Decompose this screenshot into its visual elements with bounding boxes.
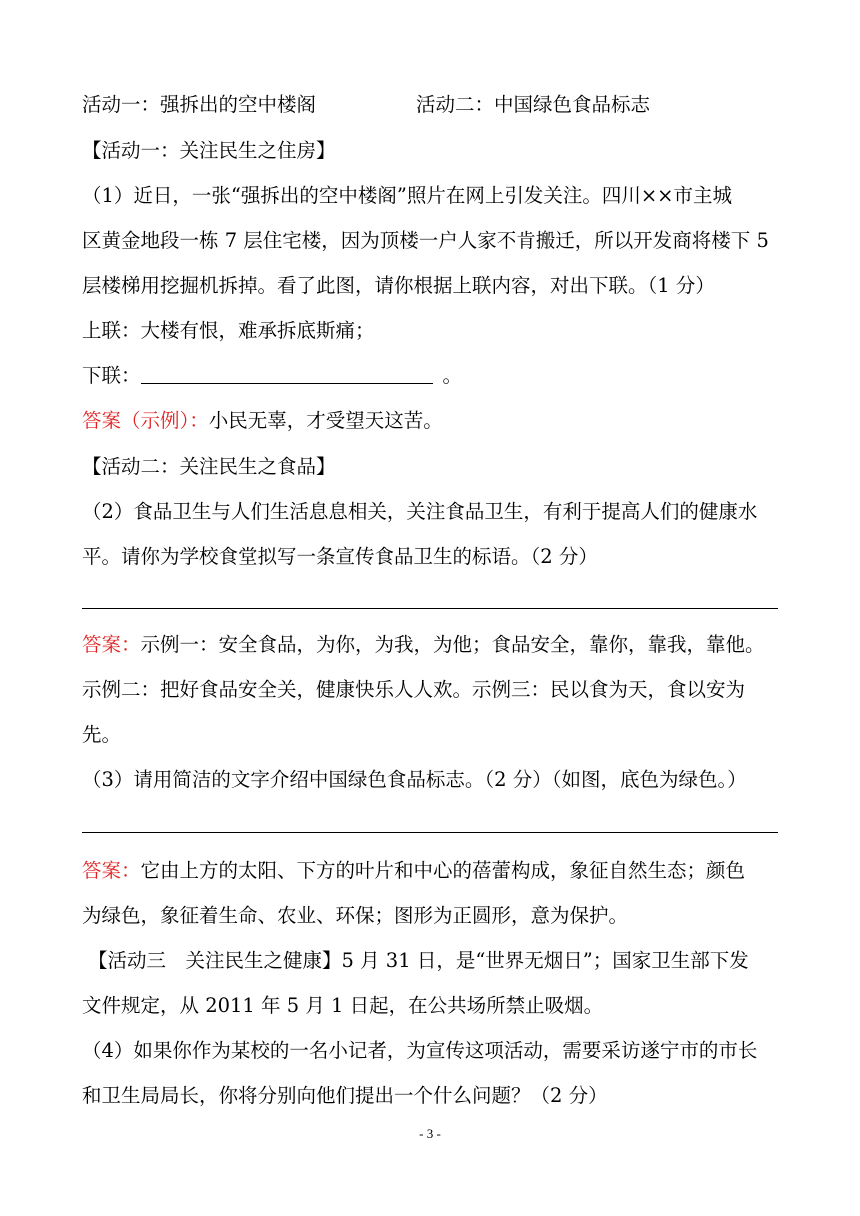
section3-line-1: 【活动三 关注民生之健康】5 月 31 日，是“世界无烟日”；国家卫生部下发 bbox=[88, 949, 749, 972]
page-number: - 3 - bbox=[419, 1126, 441, 1141]
upper-couplet: 上联：大楼有恨，难承拆底斯痛； bbox=[82, 319, 375, 342]
q1-line-2: 区黄金地段一栋 7 层住宅楼，因为顶楼一户人家不肯搬迁，所以开发商将楼下 5 bbox=[82, 229, 769, 252]
answer2-line-1: 示例一：安全食品，为你，为我，为他；食品安全，靠你，靠我，靠他。 bbox=[140, 633, 765, 656]
answer-rule-2 bbox=[82, 832, 778, 833]
answer2-row-1 bbox=[82, 630, 782, 660]
answer3-line-1: 它由上方的太阳、下方的叶片和中心的蓓蕾构成，象征自然生态；颜色 bbox=[140, 859, 746, 882]
answer3-line-2: 为绿色，象征着生命、农业、环保；图形为正圆形，意为保护。 bbox=[82, 904, 629, 927]
q1-line-3: 层楼梯用挖掘机拆掉。看了此图，请你根据上联内容，对出下联。（1 分） bbox=[82, 274, 715, 297]
q3-line: （3）请用简洁的文字介绍中国绿色食品标志。（2 分）（如图，底色为绿色。） bbox=[82, 768, 747, 791]
section3-line-2: 文件规定，从 2011 年 5 月 1 日起，在公共场所禁止吸烟。 bbox=[82, 994, 604, 1017]
q2-line-2: 平。请你为学校食堂拟写一条宣传食品卫生的标语。（2 分） bbox=[82, 545, 598, 568]
answer3-label: 答案： bbox=[82, 859, 141, 882]
answer2-label: 答案： bbox=[82, 633, 141, 656]
section1-heading: 【活动一：关注民生之住房】 bbox=[82, 139, 336, 162]
answer1-label: 答案（示例）： bbox=[82, 409, 209, 432]
answer-rule-1 bbox=[82, 608, 778, 609]
answer2-line-2: 示例二：把好食品安全关，健康快乐人人欢。示例三：民以食为天，食以安为 bbox=[82, 678, 746, 701]
answer1-text: 小民无辜，才受望天这苦。 bbox=[208, 409, 443, 432]
section2-heading: 【活动二：关注民生之食品】 bbox=[82, 455, 336, 478]
answer2-line-3: 先。 bbox=[82, 723, 122, 746]
answer-blank bbox=[141, 363, 433, 384]
caption-left: 活动一：强拆出的空中楼阁 bbox=[82, 93, 317, 116]
q4-line-2: 和卫生局局长，你将分别向他们提出一个什么问题？（2 分） bbox=[82, 1084, 608, 1107]
image-captions bbox=[82, 90, 782, 120]
lower-couplet-end: 。 bbox=[442, 364, 463, 387]
q4-line-1: （4）如果你作为某校的一名小记者，为宣传这项活动，需要采访遂宁市的市长 bbox=[82, 1039, 758, 1062]
answer3-row-1 bbox=[82, 856, 782, 886]
answer1-row bbox=[82, 406, 782, 436]
q2-line-1: （2）食品卫生与人们生活息息相关，关注食品卫生，有利于提高人们的健康水 bbox=[82, 500, 758, 523]
lower-couplet-row bbox=[82, 361, 782, 391]
q1-line-1: （1）近日，一张“强拆出的空中楼阁”照片在网上引发关注。四川××市主城 bbox=[82, 184, 733, 207]
caption-right: 活动二：中国绿色食品标志 bbox=[416, 93, 651, 116]
lower-couplet-label: 下联： bbox=[82, 364, 141, 387]
